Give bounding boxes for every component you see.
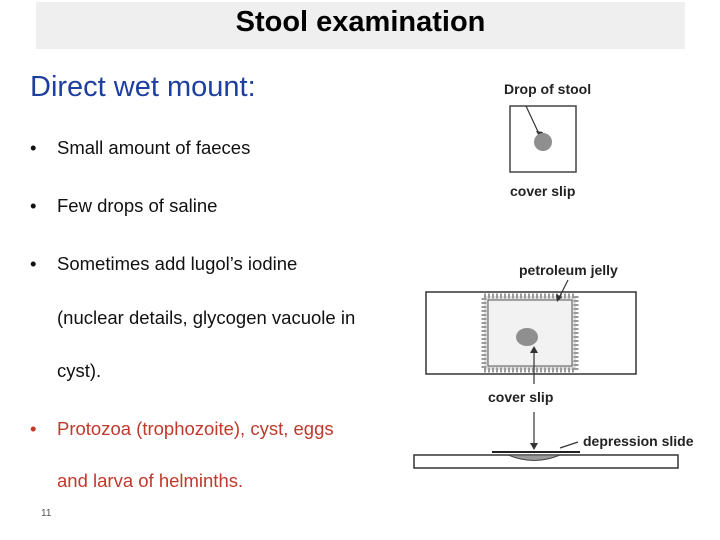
bullet-text: Sometimes add lugol’s iodine xyxy=(57,253,298,274)
drop-of-stool-label: Drop of stool xyxy=(504,81,592,97)
page-number: 11 xyxy=(41,508,52,519)
cover-slip-label: cover slip xyxy=(488,389,554,405)
specimen-drop xyxy=(516,328,538,346)
bullet-continuation: (nuclear details, glycogen vacuole in xyxy=(57,307,356,328)
bullet-dot: • xyxy=(30,418,37,439)
slide-pointer xyxy=(560,442,578,448)
bullet-text: Small amount of faeces xyxy=(57,137,251,158)
slide-subtitle: Direct wet mount: xyxy=(30,71,256,103)
bullet-dot: • xyxy=(30,137,37,158)
stool-drop-figure xyxy=(496,74,614,206)
arrow-head-icon xyxy=(530,443,538,450)
cover-slip-label: cover slip xyxy=(510,183,576,199)
bullet-dot: • xyxy=(30,195,37,216)
slide-title: Stool examination xyxy=(235,6,486,38)
bullet-text: Protozoa (trophozoite), cyst, eggs xyxy=(57,418,334,439)
stool-drop xyxy=(534,133,552,151)
petroleum-jelly-label: petroleum jelly xyxy=(519,262,618,278)
depression-slide-label: depression slide xyxy=(583,433,694,449)
bullet-continuation: and larva of helminths. xyxy=(57,470,244,491)
bullet-continuation: cyst). xyxy=(57,360,102,381)
bullet-dot: • xyxy=(30,253,37,274)
title-bar xyxy=(36,2,685,49)
bullet-text: Few drops of saline xyxy=(57,195,218,216)
depression-slide-figure xyxy=(400,252,700,484)
